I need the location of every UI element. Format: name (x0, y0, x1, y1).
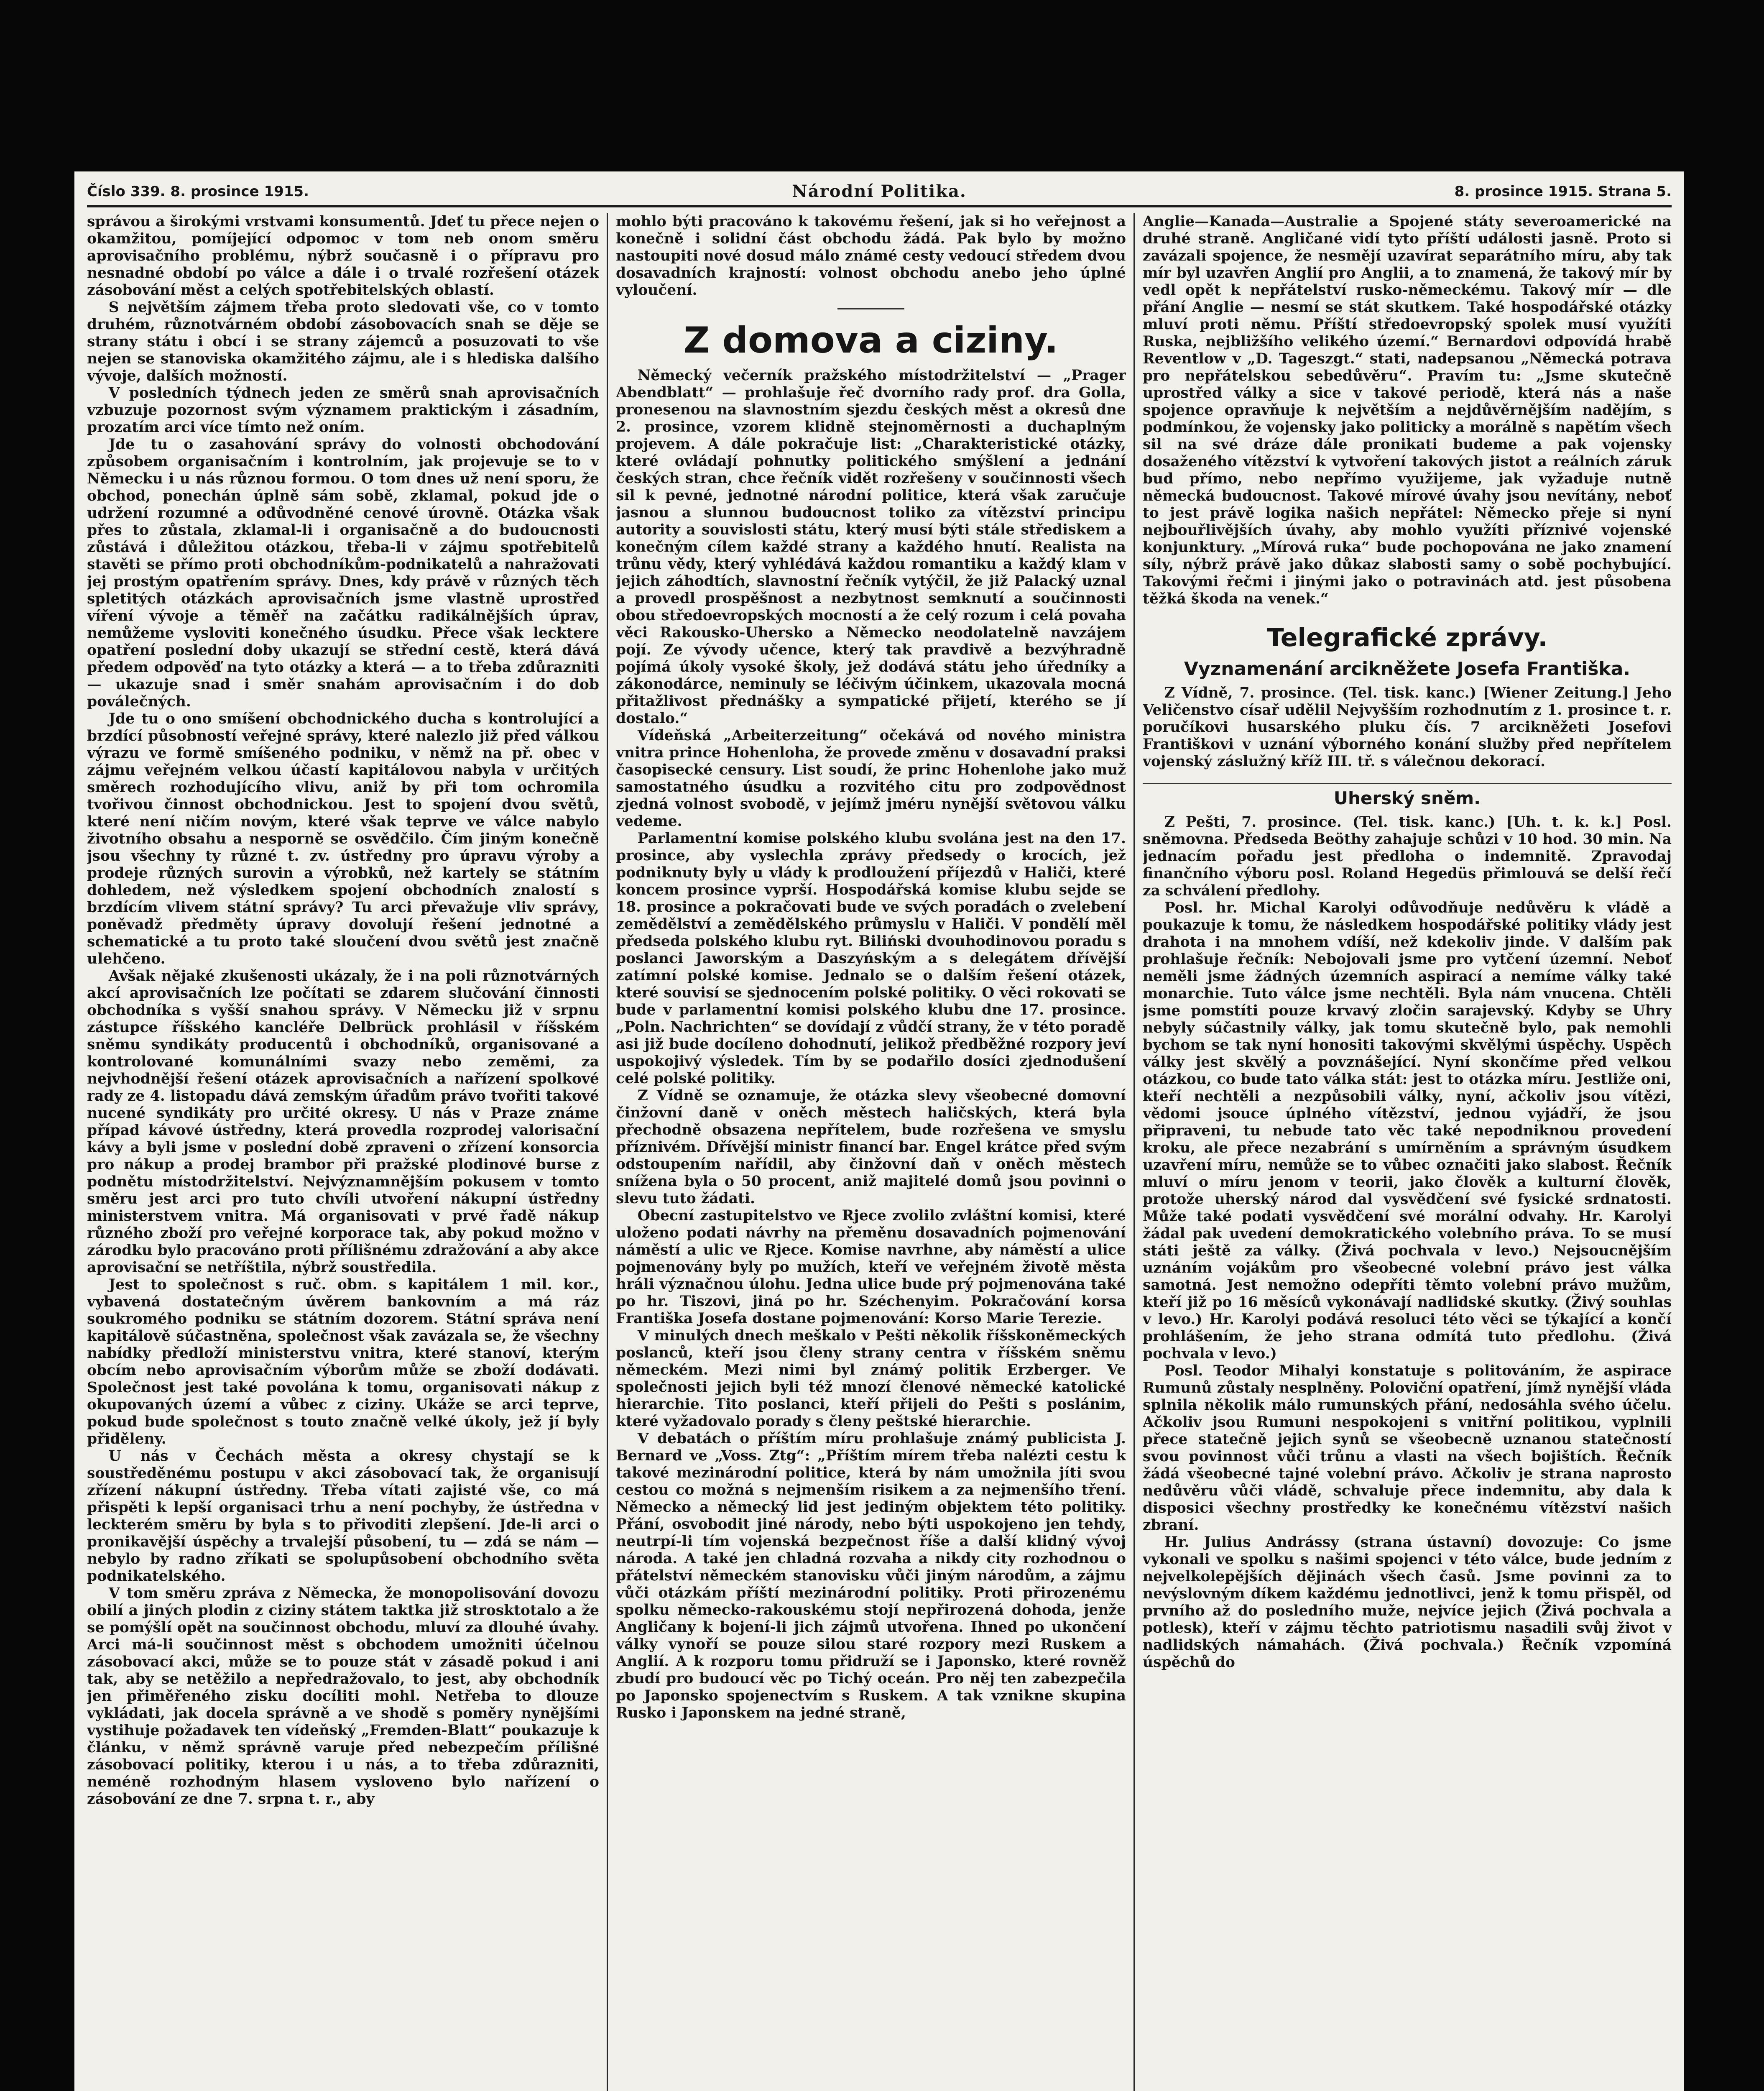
article-paragraph: Jde tu o zasahování správy do volnosti obchodování způsobem organisačním i kontrolním, jak projevuje se to v Německu i u nás různou formou. O tom dnes už není sporu, že obchod, ponechán úplně sám sobě, zklamal, pokud jde o udržení rozumné a odůvodněné cenové úrovně. Otázka však přes to zůstala, zklamal-li i organisačně a do budoucnosti zůstává i důležitou otázkou, třeba-li v zájmu spotřebitelů stavěti se přímo proti obchodníkům-podnikatelů a nahražovati jej prostým opatřením správy. Dnes, kdy právě v různých těch spletitých otázkách aprovisačních jsme vlastně uprostřed víření vývoje a těměř na začátku radikálnějších úprav, nemůžeme vysloviti konečného úsudku. Přece však lecktere opatření poslední doby ukazují se střední cestě, která dává předem odpověď na tyto otázky a která — a to třeba zdůrazniti — ukazuje snad i směr snahám aprovisačním i do dob poválečných. (87, 436, 599, 710)
column-1 (87, 213, 599, 2091)
page-header (87, 180, 1672, 207)
article-paragraph: Anglie—Kanada—Australie a Spojené státy severoamerické na druhé straně. Angličané vidí tyto příští události jasně. Proto si zavázali spojence, že nesmějí uzavírat separátního míru, aby tak mír byl uzavřen Anglií pro Anglii, a to znamená, že takový mír by vedl opět k nepřátelství rusko-německému. Takový mír — dle přání Anglie — nesmí se stát skutkem. Také hospodářské otázky mluví proti němu. Příští středoevropský spolek musí využíti Ruska, nejbližšího velikého území.“ Bernardovi odpovídá hrabě Reventlow v „D. Tageszgt.“ stati, nadepsanou „Německá potrava pro nepřátelskou sebedůvěru“. Pravím tu: „Jsme skutečně uprostřed války a sice v takové periodě, která nás a naše spojence opravňuje k největším a nejdůvěrnějším nadějím, s podmínkou, že vojensky jako politicky a morálně s napětím všech sil na své dráze dále pronikati budeme a pak vojensky dosaženého vítězství k vytvoření takových jistot a reálních záruk bud přímo, nebo nepřímo využijeme, jak vyžaduje nutně německá budoucnost. Takové mírové úvahy jsou nevítány, neboť to jest právě logika našich nepřátel: Německo přeje si nyní nejbouřlivějších úvahy, aby mohlo využíti příznivé vojenské konjunktury. „Mírová ruka“ bude pochopována ne jako znamení síly, nýbrž právě jako důkaz slabosti samy o sobě pochybující. Takovými řečmi i jinými jako o potravinách atd. jest působena těžká škoda na venek.“ (1143, 213, 1672, 607)
column-2 (616, 213, 1126, 2091)
article-paragraph: V tom směru zpráva z Německa, že monopolisování dovozu obilí a jiných plodin z ciziny státem taktka již strosktotalo a že se pomýšlí opět na součinnost obchodu, mluví za dlouhé úvahy. Arci má-li součinnost měst s obchodem umožniti účelnou zásobovací akci, může se to pouze stát v zásadě pokud i ani tak, aby se netěžilo a nepředražovalo, to jest, aby obchodník jen přiměřeného zisku docíliti mohl. Netřeba to dlouze vykládati, jak docela správně a ve shodě s poměry nynějšími vystihuje požadavek ten vídeňský „Fremden-Blatt“ poukazuje k článku, v němž správně varuje před nebezpečím přílišné zásobovací politiky, kterou i u nás, a to třeba zdůrazniti, neméně rozhodným hlasem vysloveno bylo nařízení o zásobování ze dne 7. srpna t. r., aby (87, 1585, 599, 1807)
article-paragraph: S největším zájmem třeba proto sledovati vše, co v tomto druhém, různotvárném období zásobovacích snah se děje se strany státu i obcí i se strany zájemců a posuzovati to vše nejen se stanoviska okamžitého zájmu, ale i s hlediska dalšího vývoje, dalších možností. (87, 299, 599, 384)
article-paragraph: Avšak nějaké zkušenosti ukázaly, že i na poli různotvárných akcí aprovisačních lze počítati se zdarem slučování činnosti obchodníka s vyšší snahou správy. V Německu již v srpnu zástupce říšského kancléře Delbrück prohlásil v říšském sněmu syndikáty producentů i obchodníků, organisované a kontrolované komunálními svazy nebo zeměmi, za nejvhodnější řešení otázek aprovisačních a nařízení spolkové rady ze 4. listopadu dává zemským úřadům právo tvořiti takové nucené syndikáty pro určité okresy. U nás v Praze známe případ kávové ústředny, která provedla rozprodej valorisační kávy a byli jsme v poslední době zpraveni o zřízení konsorcia pro nákup a prodej brambor při pražské plodinové burse z podnětu místodržitelství. Nejvýznamnějším pokusem v tomto směru jest arci pro tuto chvíli utvoření nákupní ústředny ministerstvem vnitra. Má organisovati v prvé řadě nákup různého zboží pro veřejné korporace tak, aby pokud možno v zárodku bylo pracováno proti přílišnému zdražování a aby akce aprovisační se netříštila, nýbrž soustředila. (87, 968, 599, 1276)
article-paragraph: V debatách o příštím míru prohlašuje známý publicista J. Bernard ve „Voss. Ztg“: „Příštím mírem třeba nalézti cestu k takové mezinárodní politice, která by nám umožnila jíti svou cestou co možná s nejmenším risikem a za nejmenšího tření. Německo a německý lid jest jediným objektem této politiky. Přání, osvobodit jiné národy, nebo býti uspokojeno jen tehdy, neutrpí-li tím vojenská bezpečnost říše a další klidný vývoj národa. A také jen chladná rozvaha a nikdy city rozhodnou o přátelství německém stanovisku vůči jiným národům, a zájmu vůči otázkám příští mezinárodní politiky. Proti přirozenému spolku německo-rakouskému stojí nepřirozená dohoda, jenže Angličany k bojení-li jich zájmů utvořena. Ihned po ukončení války vynoří se pouze silou staré rozpory mezi Ruskem a Anglií. A k rozporu tomu přidruží se i Japonsko, které rovněž zbudí pro budoucí věc po Tichý oceán. Pro něj ten zabezpečila po Japonsko spojenectvím s Ruskem. A tak vznikne skupina Rusko i Japonskem na jedné straně, (616, 1430, 1126, 1721)
column-3 (1143, 213, 1672, 2091)
article-paragraph: Jest to společnost s ruč. obm. s kapitálem 1 mil. kor., vybavená dostatečným úvěrem bankovním a má ráz soukromého podniku se státním dozorem. Státní správa není kapitálově súčastněna, společnost však zavázala se, že všechny nabídky předloží ministerstvu vnitra, které stanoví, kterým obcím nebo aprovisačním výborům může se zboží dodávati. Společnost jest také povolána k tomu, organisovati nákup z okupovaných území a vůbec z ciziny. Ukáže se arci teprve, pokud bude společnost s touto značně velké úkoly, jež jí byly přiděleny. (87, 1276, 599, 1447)
column-divider (1133, 213, 1135, 2091)
article-paragraph: mohlo býti pracováno k takovému řešení, jak si ho veřejnost a konečně i solidní část obchodu žádá. Pak bylo by možno nastoupiti nové dosud málo známé cesty vedoucí středem dvou dosavadních krajností: volnost obchodu anebo jeho úplné vyloučení. (616, 213, 1126, 299)
article-paragraph: Posl. hr. Michal Karolyi odůvodňuje nedůvěru k vládě a poukazuje k tomu, že následkem hospodářské politiky vlády jest drahota i na mnohem vdíší, než kdekoliv jinde. V dalším pak prohlašuje řečník: Nebojovali jsme pro vytčení územní. Neboť neměli jsme žádných územních aspirací a nemíme války také monarchie. Tuto válce jsme nechtěli. Byla nám vnucena. Chtěli jsme pomstíti pouze krvavý zločin sarajevský. Kdyby se Uhry nebyly súčastnily války, jak tomu skutečně bylo, pak nemohli bychom se tak nyní honositi takovými skvělými úspěchy. Uspěch války jest skvělý a povznášející. Nyní skončíme před velkou otázkou, co bude tato válka stát: jest to otázka míru. Jestliže oni, kteří nechtěli a nezpůsobili války, nyní, ačkoliv jsou vítězi, vědomi jsouce úplného vítězství, jednou vyjádří, že jsou připraveni, tu nebude tato věc také nepodniknou provedení kroku, ale přece nezabrání s umírněním a správným úsudkem uzavření míru, nemůže se to vůbec označiti jako slabost. Řečník mluví o míru jenom v teorii, jako člověk a kulturní člověk, protože uherský národ dal vysvědčení své fysické srdnatosti. Může také podati vysvědčení své morální odvahy. Hr. Karolyi žádal pak uvedení demokratického volebního práva. To se musí státi ještě za války. (Živá pochvala v levo.) Nejsoucnějším uznáním vojákům pro všeobecné volební právo jest válka samotná. Jest nemožno odepříti těmto volební právo mužům, kteří již po 16 měsíců vykonávají nadlidské skutky. (Živý souhlas v levo.) Hr. Karolyi podává resoluci této věci se týkající a končí prohlášením, že jeho strana odmítá tuto předlohu. (Živá pochvala v levo.) (1143, 900, 1672, 1362)
article-paragraph: Hr. Julius Andrássy (strana ústavní) dovozuje: Co jsme vykonali ve spolku s našimi spojenci v této válce, bude jedním z nejvelkolepějších dějinách všech časů. Jsme povinni za to nevýslovným díkem každému jednotlivci, jenž k tomu přispěl, od prvního až do posledního muže, nejvíce jejich (Živá pochvala a potlesk), kteří v zájmu těchto patriotismu nasadili svůj život v nadlidských námahách. (Živá pochvala.) Řečník vzpomíná úspěchů do (1143, 1534, 1672, 1671)
article-paragraph: Vídeňská „Arbeiterzeitung“ očekává od nového ministra vnitra prince Hohenloha, že provede změnu v dosavadní praksi časopisecké censury. List soudí, že princ Hohenlohe jako muž samostatného úsudku a rozvitého citu pro zodpovědnost zjedná volnost svobodě, v jejímž jméru nynější světovou válku vedeme. (616, 727, 1126, 830)
article-paragraph: Z Pešti, 7. prosince. (Tel. tisk. kanc.) [Uh. t. k. k.] Posl. sněmovna. Předseda Beöthy zahajuje schůzi v 10 hod. 30 min. Na jednacím pořadu jest předloha o indemnitě. Zpravodaj finančního výboru posl. Roland Hegedüs přimlouvá se delší řečí za schválení předlohy. (1143, 814, 1672, 899)
issue-number-date: Číslo 339. 8. prosince 1915. (87, 183, 309, 200)
newspaper-page (74, 171, 1684, 2091)
section-heading-domestic-foreign: Z domova a ciziny. (684, 320, 1058, 361)
article-paragraph: Z Vídně, 7. prosince. (Tel. tisk. kanc.) [Wiener Zeitung.] Jeho Veličenstvo císař udělil Nejvyšším rozhodnutím z 1. prosince t. r. poručíkovi husarského pluku čís. 7 arcikněžeti Josefovi Františkovi v uznání výborného konání služby před nepřítelem vojenský záslužný kříž III. tř. s válečnou dekorací. (1143, 685, 1672, 770)
newspaper-title: Národní Politika. (792, 181, 967, 201)
article-paragraph: V posledních týdnech jeden ze směrů snah aprovisačních vzbuzuje pozornost svým významem praktickým i zásadním, prozatím arci více tímto než oním. (87, 385, 599, 436)
article-paragraph: Parlamentní komise polského klubu svolána jest na den 17. prosince, aby vyslechla zprávy předsedy o krocích, jež podniknuty byly u vlády k prodloužení příjezdů v Haliči, které koncem prosince vyprší. Hospodářská komise klubu sejde se 18. prosince a pokračovati bude ve svých poradách o zvelebení zemědělství a zemědělského průmyslu v Haliči. V pondělí měl předseda polského klubu ryt. Biliński dvouhodinovou poradu s poslanci Jaworským a Daszyńským a s delegátem dřívější zatímní polské komise. Jednalo se o dalším řešení otázek, které souvisí se sjednocením polské politiky. O věci rokovati se bude v parlamentní komisi polského klubu dne 17. prosince. „Poln. Nachrichten“ se dovídají z vůdčí strany, že v této poradě asi již bude docíleno dohodnutí, jelikož předběžné rozpory jeví uspokojivý výsledek. Tím by se podařilo dosíci zjednodušení celé polské politiky. (616, 830, 1126, 1087)
article-paragraph: Posl. Teodor Mihalyi konstatuje s politováním, že aspirace Rumunů zůstaly nesplněny. Poloviční opatření, jímž nynější vláda splnila několik málo rumunských přání, nedosáhla svého účelu. Ačkoliv jsou Rumuni nespokojeni s vnitřní politikou, vyplnili přece statečně jejich synů se všeobecně uznanou statečností svou povinnost vůči trůnu a vlasti na všech bojištích. Řečník žádá všeobecné tajné volební právo. Ačkoliv je strana naprosto nedůvěru vůči vládě, schvaluje přece indemnitu, aby dala k disposici všechny prostředky ke konečnému vítězství našich zbraní. (1143, 1362, 1672, 1534)
column-divider (607, 213, 608, 2091)
article-paragraph: U nás v Čechách města a okresy chystají se k soustředěnému postupu v akci zásobovací tak, že organisují zřízení nákupní ústředny. Třeba vítati zajisté vše, co má přispěti k lepší organisaci trhu a není pochyby, že ústředna v leckterém směru by byla s to přivoditi zlepšení. Jde-li arci o pronikavější úspěchy a trvalejší působení, tu — zdá se nám — nebylo by radno zříkati se spolupůsobení obchodního světa podnikatelského. (87, 1448, 599, 1585)
article-paragraph: Jde tu o ono smíšení obchodnického ducha s kontrolující a brzdící působností veřejné správy, které nalezlo již před válkou výrazu ve formě smíšeného podniku, v němž na př. obec v zájmu veřejném velkou účastí kapitálovou nabyla v určitých směrech rozhodujícího vlivu, aniž by při tom ochromila tvořivou činnost obchodnickou. Jest to spojení dvou světů, které není ničím novým, které však teprve ve válce nabylo životního obsahu a nesporně se osvědčilo. Čím jiným konečně jsou všechny ty různé t. zv. ústředny pro úpravu výroby a prodeje různých surovin a výrobků, než kartely se státním dohledem, než výsledkem spojení obchodních znalostí s brzdícím vlivem státní správy? Tu arci převažuje vliv správy, poněvadž předměty úpravy dovolují řešení jednotné a schematické a tu proto také sloučení dvou světů jest značně ulehčeno. (87, 711, 599, 967)
subheading-decoration: Vyznamenání arcikněžete Josefa Františka. (1184, 658, 1631, 680)
section-heading-telegraphic-news: Telegrafické zprávy. (1266, 623, 1548, 652)
page-date-number: 8. prosince 1915. Strana 5. (1454, 183, 1672, 200)
divider (837, 308, 904, 309)
article-paragraph: Německý večerník pražského místodržitelství — „Prager Abendblatt“ — prohlašuje řeč dvorního rady prof. dra Golla, pronesenou na slavnostním sjezdu českých měst a okresů dne 2. prosince, vzorem klidně stejnoměrnosti a duchaplným projevem. A dále pokračuje list: „Charakteristické otázky, které ovládají pohnutky politického smýšlení a jednání českých stran, chce řečník vidět rozřešeny v součinnosti všech sil k pevné, jednotné národní politice, která však zaručuje jasnou a slunnou budoucnost toliko za vítězství principu autority a souvislosti státu, který musí býti stále střediskem a konečným cílem každé strany a každého hnutí. Realista na trůnu vědy, který vyhlédává každou romantiku a každý klam v jejich záhodtích, slavnostní řečník vytýčil, že již Palacký uznal a provedl prospěšnost a nezbytnost semknutí a součinnosti obou středoevropských mocností a že celý rozum i celá povaha věci Rakousko-Uhersko a Německo neodolatelně navzájem pojí. Ze vývody učence, který tak pravdivě a bezvýhradně pojímá úkoly vysoké školy, jež dodává státu jeho úředníky a zákonodárce, neminuly se léčivým účinkem, ukazovala mocná přitažlivost přednášky a sympatické přijetí, kterého se jí dostalo.“ (616, 367, 1126, 727)
article-paragraph: V minulých dnech meškalo v Pešti několik říšskoněmeckých poslanců, kteří jsou členy strany centra v říšském sněmu německém. Mezi nimi byl známý politik Erzberger. Ve společnosti jejich byli též mnozí členové německé katolické hierarchie. Tito poslanci, kteří přijeli do Pešti s poslánim, které vyžadovalo porady s členy peštské hierarchie. (616, 1327, 1126, 1430)
article-paragraph: Obecní zastupitelstvo ve Rjece zvolilo zvláštní komisi, které uloženo podati návrhy na přeměnu dosavadních pojmenování náměstí a ulic ve Rjece. Komise navrhne, aby náměstí a ulice pojmenovány byly po mužích, kteří ve veřejném životě města hráli význačnou úlohu. Jedna ulice bude prý pojmenována také po hr. Tiszovi, jiná po hr. Széchenyim. Pokračování korsa Františka Josefa dostane pojmenování: Korso Marie Terezie. (616, 1207, 1126, 1327)
article-paragraph: správou a širokými vrstvami konsumentů. Jdeť tu přece nejen o okamžitou, pomíjející odpomoc v tom neb onom směru aprovisačního problému, nýbrž současně i o přípravu pro nesnadné období po válce a dále i o trvalé rozřešení otázek zásobování měst a celých spotřebitelských oblastí. (87, 213, 599, 299)
subheading-hungarian-diet: Uherský sněm. (1143, 783, 1672, 809)
article-paragraph: Z Vídně se oznamuje, že otázka slevy všeobecné domovní činžovní daně v oněch městech haličských, která byla přechodně obsazena nepřítelem, bude rozřešena ve smyslu příznivém. Dřívější ministr financí bar. Engel krátce před svým odstoupením nařídil, aby činžovní daň v oněch městech snížena byla o 50 procent, aniž majitelé domů jsou povinni o slevu tuto žádati. (616, 1087, 1126, 1207)
